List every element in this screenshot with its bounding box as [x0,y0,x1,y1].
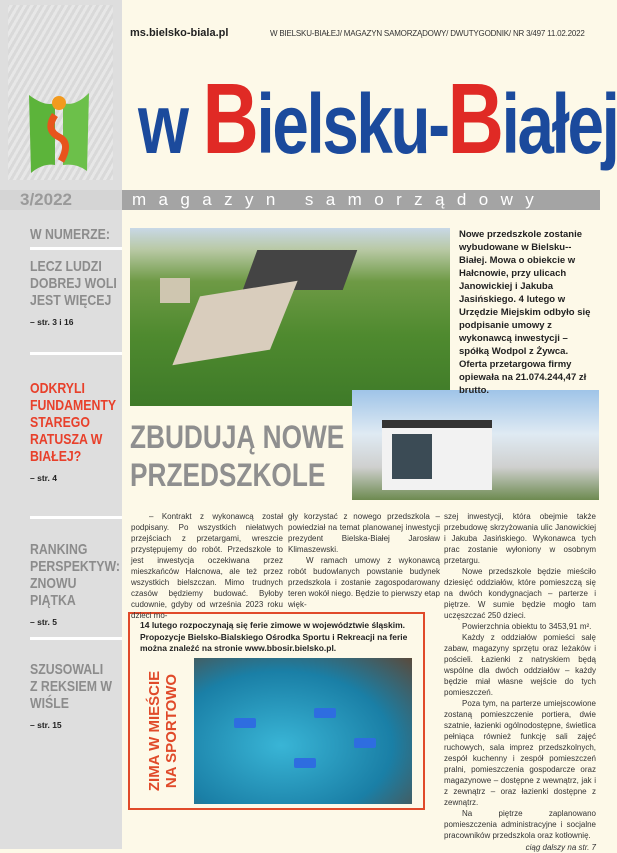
building-render-photo [352,390,599,500]
box-intro: 14 lutego rozpoczynają się ferie zimowe w województwie śląskim. Propozycje Bielsko-Bialskiego Ośrodka Sportu i Rekreacji na ferie można znaleźć na stronie www.bbosir.bielsko.pl. [140,620,408,653]
toc-item-title: LECZ LUDZI DOBREJ WOLI JEST WIĘCEJ [30,258,117,309]
tagline-bar: magazyn samorządowy [122,190,600,210]
toc-item[interactable] [30,258,122,327]
toc-item[interactable] [30,661,122,730]
mast-b2: B [447,63,502,175]
box-vertical-title [138,664,184,804]
article-column-3 [444,511,596,853]
article-lead: Nowe przedszkole zostanie wybudowane w Bielsku--Białej. Mowa o obiekcie w Hałcnowie, przy ulicach Janowickiej i Jakuba Jasińskiego. 4 lutego w Urzędzie Miejskim odbyło się podpisanie umowy z wykonawcą inwestycji – spółką Wodpol z Żywca. Oferta przetargowa firmy opiewała na 21.074.244,47 zł brutto. [459,229,591,396]
toc-item[interactable] [30,541,122,627]
toc-heading: W NUMERZE: [30,226,110,243]
vertical-line: ZIMA W MIEŚCIE [146,670,163,792]
toc-item-page: – str. 4 [30,473,57,483]
mast-mid: ielsku- [256,77,448,171]
article-headline [130,418,345,498]
toc-item-title: RANKING PERSPEKTYW: ZNOWU PIĄTKA [30,541,120,609]
winter-holidays-box [128,612,425,810]
divider [30,247,122,250]
divider [30,637,122,640]
mast-end: iałej [501,77,617,171]
masthead [138,64,617,184]
headline-line: PRZEDSZKOLE [130,457,326,493]
divider [30,516,122,519]
paragraph: Na piętrze zaplanowano pomieszczenia administracyjne i socjalne pracowników przedszkola oraz kotłownię. [444,809,596,840]
paragraph: Poza tym, na parterze umiejscowione zostaną pomieszczenie portiera, dwie szatnie, łazienki ogólnodostępne, świetlica pełniąca również funkcję sali zajęć ruchowych, sala imprez przedszkolnych, zespół kuchenny i zespół pomieszczeń pralni, pomieszczenia gospodarcze oraz magazynowe – dostępne z wewnątrz, jak i z zewnątrz – oraz łazienki dostępne z zewnątrz. [444,699,596,807]
vertical-line: NA SPORTOWO [163,673,180,789]
city-logo-icon [25,85,93,177]
paragraph: Powierzchnia obiektu to 3453,91 m². [462,622,592,631]
website-url[interactable]: ms.bielsko-biala.pl [130,27,229,39]
paragraph: W ramach umowy z wykonawcą robót budowlanych powstanie budynek przedszkola i zostanie zagospodarowany teren wokół niego. Będzie to pierwszy etap więk- [288,556,440,609]
paragraph: – Kontrakt z wykonawcą został podpisany. Po wszystkich niełatwych przejściach z przetargami, wreszcie przystępujemy do robót. Przedszkole to jest inwestycja oczekiwana przez mieszkańców Hałcnowa, ale też przez wszystkich bielszczan. Mimo trudnych czasów będziemy budować. Byłoby cudownie, gdyby od września 2023 roku dzieci mo- [131,512,283,620]
toc-item[interactable] [30,380,122,483]
article-column-2 [288,511,440,610]
paragraph: Każdy z oddziałów pomieści salę zabaw, magazyny sprzętu oraz leżaków i pościeli. Łazienki z natryskiem będą wspólne dla dwóch oddziałów – każdy będzie miał własne wejście do tych pomieszczeń. [444,633,596,697]
toc-item-page: – str. 5 [30,617,57,627]
swimming-pool-photo [194,658,412,804]
toc-item-title: SZUSOWALI Z REKSIEM W WIŚLE [30,661,112,712]
issue-number: 3/2022 [0,190,122,210]
continued-note: ciąg dalszy na str. 7 [525,843,596,852]
issue-meta: W BIELSKU-BIAŁEJ/ MAGAZYN SAMORZĄDOWY/ DWUTYGODNIK/ NR 3/497 11.02.2022 [270,29,585,38]
toc-item-page: – str. 3 i 16 [30,317,74,327]
headline-line: ZBUDUJĄ NOWE [130,419,345,455]
divider [30,352,122,355]
toc-item-title: ODKRYLI FUNDAMENTY STAREGO RATUSZA W BIAŁEJ? [30,380,116,465]
paragraph: szej inwestycji, która obejmie także przebudowę skrzyżowania ulic Janowickiej i Jakuba Jasińskiego. Wykonawca tych prac zostanie wyłoniony w osobnym przetargu. [444,512,596,565]
toc-title [30,226,122,243]
paragraph: gły korzystać z nowego przedszkola – powiedział na temat planowanej inwestycji prezydent Bielska-Białej Jarosław Klimaszewski. [288,512,440,554]
mast-b1: B [202,63,257,175]
toc-item-page: – str. 15 [30,720,62,730]
mast-w: w [138,77,203,171]
paragraph: Nowe przedszkole będzie mieściło dziesięć oddziałów, które pomieszczą się na dwóch kondygnacjach – parterze i piętrze. W sumie będzie mogło tam uczęszczać 250 dzieci. [444,567,596,620]
article-column-1 [131,511,283,621]
aerial-render-photo [130,228,450,406]
